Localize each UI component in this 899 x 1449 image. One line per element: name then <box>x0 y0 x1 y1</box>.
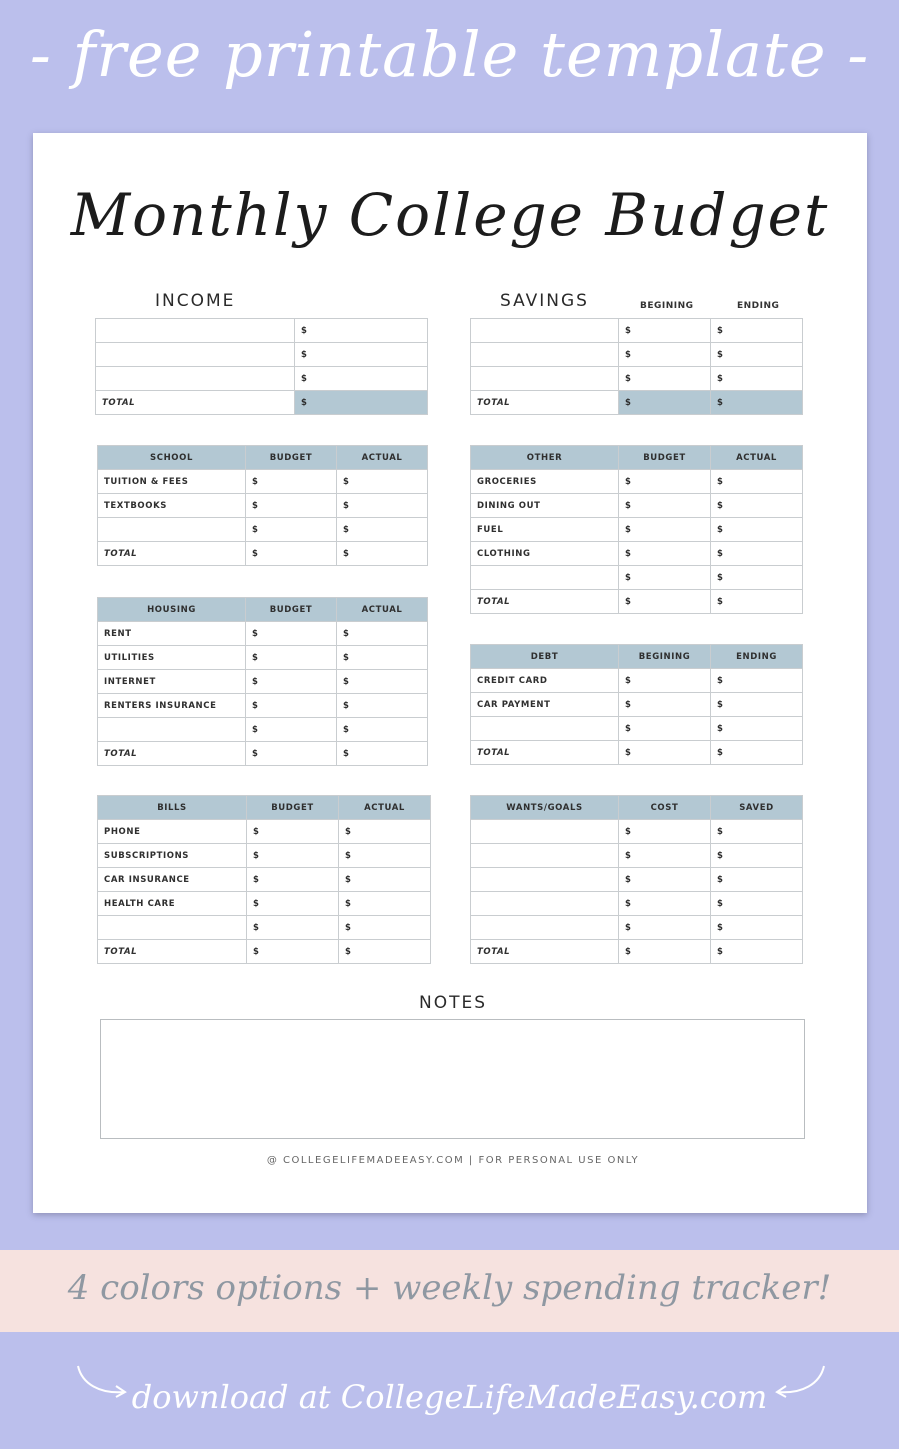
actual-cell[interactable]: $ <box>339 868 431 892</box>
budget-cell[interactable]: $ <box>246 470 337 494</box>
debt-table <box>470 644 803 765</box>
budget-cell[interactable]: $ <box>246 494 337 518</box>
table-row <box>96 367 428 391</box>
budget-cell[interactable]: $ <box>619 566 711 590</box>
total-label: TOTAL <box>471 741 619 765</box>
cost-cell[interactable]: $ <box>619 892 711 916</box>
table-row <box>471 868 803 892</box>
total-label: TOTAL <box>98 742 246 766</box>
ending-cell[interactable]: $ <box>711 741 803 765</box>
sheet-title: Monthly College Budget <box>70 181 830 249</box>
budget-header: BUDGET <box>246 598 337 622</box>
table-row <box>471 518 803 542</box>
budget-cell[interactable]: $ <box>246 542 337 566</box>
table-row <box>96 343 428 367</box>
budget-cell[interactable]: $ <box>247 868 339 892</box>
other-header: OTHER <box>471 446 619 470</box>
row-label: CLOTHING <box>471 542 619 566</box>
bills-header: BILLS <box>98 796 247 820</box>
table-header-row <box>98 446 428 470</box>
table-row <box>98 518 428 542</box>
wants-goals-header: WANTS/GOALS <box>471 796 619 820</box>
row-label: CAR PAYMENT <box>471 693 619 717</box>
school-header: SCHOOL <box>98 446 246 470</box>
table-row <box>98 820 431 844</box>
row-label: GROCERIES <box>471 470 619 494</box>
budget-cell[interactable]: $ <box>619 542 711 566</box>
savings-begin-cell[interactable]: $ <box>619 367 711 391</box>
row-label: RENT <box>98 622 246 646</box>
income-total-amount[interactable]: $ <box>295 391 428 415</box>
download-text[interactable]: download at CollegeLifeMadeEasy.com <box>131 1378 768 1416</box>
income-table <box>95 318 428 415</box>
table-row <box>98 742 428 766</box>
actual-cell[interactable]: $ <box>711 590 803 614</box>
begining-header: BEGINING <box>619 645 711 669</box>
table-row <box>471 367 803 391</box>
budget-cell[interactable]: $ <box>246 670 337 694</box>
promo-band <box>0 1250 899 1332</box>
actual-cell[interactable]: $ <box>339 916 431 940</box>
debt-header: DEBT <box>471 645 619 669</box>
row-label: DINING OUT <box>471 494 619 518</box>
actual-header: ACTUAL <box>339 796 431 820</box>
table-row <box>96 319 428 343</box>
actual-cell[interactable]: $ <box>711 518 803 542</box>
savings-col-begining: BEGINING <box>640 301 694 311</box>
table-row <box>98 868 431 892</box>
total-label: TOTAL <box>98 940 247 964</box>
savings-col-ending: ENDING <box>737 301 780 311</box>
school-table <box>97 445 428 566</box>
savings-total-end[interactable]: $ <box>711 391 803 415</box>
row-label[interactable] <box>471 868 619 892</box>
actual-cell[interactable]: $ <box>337 622 428 646</box>
savings-end-cell[interactable]: $ <box>711 367 803 391</box>
table-row <box>98 646 428 670</box>
begining-cell[interactable]: $ <box>619 717 711 741</box>
table-row <box>471 741 803 765</box>
cost-cell[interactable]: $ <box>619 844 711 868</box>
budget-cell[interactable]: $ <box>246 694 337 718</box>
budget-cell[interactable]: $ <box>246 622 337 646</box>
cost-header: COST <box>619 796 711 820</box>
cost-cell[interactable]: $ <box>619 868 711 892</box>
row-label: FUEL <box>471 518 619 542</box>
actual-cell[interactable]: $ <box>337 470 428 494</box>
income-amount-cell[interactable]: $ <box>295 319 428 343</box>
notes-heading: NOTES <box>418 993 487 1013</box>
housing-table <box>97 597 428 766</box>
table-row <box>471 892 803 916</box>
budget-cell[interactable]: $ <box>247 844 339 868</box>
table-row <box>471 916 803 940</box>
table-row <box>98 892 431 916</box>
row-label[interactable] <box>471 717 619 741</box>
saved-cell[interactable]: $ <box>711 916 803 940</box>
budget-cell[interactable]: $ <box>619 590 711 614</box>
budget-cell[interactable]: $ <box>246 742 337 766</box>
bills-table <box>97 795 431 964</box>
table-row <box>471 391 803 415</box>
budget-cell[interactable]: $ <box>619 494 711 518</box>
savings-total-begin[interactable]: $ <box>619 391 711 415</box>
total-label: TOTAL <box>98 542 246 566</box>
table-row <box>471 343 803 367</box>
row-label: TUITION & FEES <box>98 470 246 494</box>
budget-cell[interactable]: $ <box>247 892 339 916</box>
actual-cell[interactable]: $ <box>337 742 428 766</box>
table-row <box>98 470 428 494</box>
table-row <box>98 916 431 940</box>
actual-cell[interactable]: $ <box>711 494 803 518</box>
actual-cell[interactable]: $ <box>711 470 803 494</box>
row-label[interactable] <box>471 566 619 590</box>
table-row <box>471 319 803 343</box>
saved-cell[interactable]: $ <box>711 820 803 844</box>
actual-header: ACTUAL <box>337 446 428 470</box>
actual-cell[interactable]: $ <box>339 844 431 868</box>
saved-cell[interactable]: $ <box>711 940 803 964</box>
actual-cell[interactable]: $ <box>337 670 428 694</box>
table-row <box>471 590 803 614</box>
table-row <box>471 940 803 964</box>
row-label: HEALTH CARE <box>98 892 247 916</box>
table-row <box>98 542 428 566</box>
begining-cell[interactable]: $ <box>619 741 711 765</box>
budget-cell[interactable]: $ <box>619 470 711 494</box>
budget-header: BUDGET <box>247 796 339 820</box>
income-label-cell[interactable] <box>96 367 295 391</box>
budget-sheet <box>33 133 867 1213</box>
saved-cell[interactable]: $ <box>711 892 803 916</box>
savings-label-cell[interactable] <box>471 319 619 343</box>
income-label-cell[interactable] <box>96 343 295 367</box>
row-label: PHONE <box>98 820 247 844</box>
income-amount-cell[interactable]: $ <box>295 367 428 391</box>
actual-header: ACTUAL <box>711 446 803 470</box>
table-header-row <box>471 446 803 470</box>
cost-cell[interactable]: $ <box>619 820 711 844</box>
budget-cell[interactable]: $ <box>246 646 337 670</box>
actual-header: ACTUAL <box>337 598 428 622</box>
table-row <box>471 844 803 868</box>
ending-cell[interactable]: $ <box>711 693 803 717</box>
table-row <box>98 940 431 964</box>
budget-header: BUDGET <box>619 446 711 470</box>
savings-label-cell[interactable] <box>471 367 619 391</box>
total-label: TOTAL <box>471 940 619 964</box>
savings-label-cell[interactable] <box>471 343 619 367</box>
begining-cell[interactable]: $ <box>619 693 711 717</box>
actual-cell[interactable]: $ <box>337 646 428 670</box>
actual-cell[interactable]: $ <box>711 566 803 590</box>
budget-header: BUDGET <box>246 446 337 470</box>
header-title: - free printable template - <box>29 18 870 91</box>
table-row <box>96 391 428 415</box>
row-label: INTERNET <box>98 670 246 694</box>
cost-cell[interactable]: $ <box>619 940 711 964</box>
sheet-footer: @ COLLEGELIFEMADEEASY.COM | FOR PERSONAL USE ONLY <box>266 1155 640 1166</box>
table-row <box>98 670 428 694</box>
budget-cell[interactable]: $ <box>247 820 339 844</box>
row-label: SUBSCRIPTIONS <box>98 844 247 868</box>
table-header-row <box>471 796 803 820</box>
table-row <box>98 494 428 518</box>
row-label: CREDIT CARD <box>471 669 619 693</box>
table-row <box>471 693 803 717</box>
row-label[interactable] <box>471 844 619 868</box>
row-label: CAR INSURANCE <box>98 868 247 892</box>
total-label: TOTAL <box>471 590 619 614</box>
budget-cell[interactable]: $ <box>247 916 339 940</box>
income-heading: INCOME <box>155 291 236 311</box>
table-row <box>98 622 428 646</box>
budget-cell[interactable]: $ <box>619 518 711 542</box>
savings-end-cell[interactable]: $ <box>711 343 803 367</box>
table-header-row <box>471 645 803 669</box>
table-row <box>98 718 428 742</box>
row-label[interactable] <box>98 916 247 940</box>
row-label[interactable] <box>98 718 246 742</box>
actual-cell[interactable]: $ <box>337 518 428 542</box>
table-row <box>471 669 803 693</box>
row-label: RENTERS INSURANCE <box>98 694 246 718</box>
table-row <box>98 844 431 868</box>
begining-cell[interactable]: $ <box>619 669 711 693</box>
row-label: UTILITIES <box>98 646 246 670</box>
actual-cell[interactable]: $ <box>337 718 428 742</box>
actual-cell[interactable]: $ <box>337 494 428 518</box>
table-row <box>471 494 803 518</box>
table-header-row <box>98 796 431 820</box>
notes-box[interactable] <box>100 1019 805 1139</box>
housing-header: HOUSING <box>98 598 246 622</box>
table-row <box>471 717 803 741</box>
cost-cell[interactable]: $ <box>619 916 711 940</box>
other-table <box>470 445 803 614</box>
row-label[interactable] <box>471 820 619 844</box>
ending-cell[interactable]: $ <box>711 669 803 693</box>
savings-table <box>470 318 803 415</box>
table-row <box>471 470 803 494</box>
curved-arrow-left-icon <box>770 1362 830 1402</box>
savings-heading: SAVINGS <box>500 291 589 311</box>
income-label-cell[interactable] <box>96 319 295 343</box>
table-header-row <box>98 598 428 622</box>
budget-cell[interactable]: $ <box>246 718 337 742</box>
saved-header: SAVED <box>711 796 803 820</box>
table-row <box>98 694 428 718</box>
actual-cell[interactable]: $ <box>339 940 431 964</box>
actual-cell[interactable]: $ <box>711 542 803 566</box>
table-row <box>471 820 803 844</box>
saved-cell[interactable]: $ <box>711 868 803 892</box>
actual-cell[interactable]: $ <box>339 892 431 916</box>
savings-total-label: TOTAL <box>471 391 619 415</box>
wants-goals-table <box>470 795 803 964</box>
budget-cell[interactable]: $ <box>246 518 337 542</box>
income-amount-cell[interactable]: $ <box>295 343 428 367</box>
row-label[interactable] <box>98 518 246 542</box>
ending-cell[interactable]: $ <box>711 717 803 741</box>
row-label[interactable] <box>471 892 619 916</box>
savings-end-cell[interactable]: $ <box>711 319 803 343</box>
saved-cell[interactable]: $ <box>711 844 803 868</box>
actual-cell[interactable]: $ <box>337 694 428 718</box>
ending-header: ENDING <box>711 645 803 669</box>
table-row <box>471 566 803 590</box>
budget-cell[interactable]: $ <box>247 940 339 964</box>
savings-begin-cell[interactable]: $ <box>619 319 711 343</box>
row-label[interactable] <box>471 916 619 940</box>
row-label: TEXTBOOKS <box>98 494 246 518</box>
savings-begin-cell[interactable]: $ <box>619 343 711 367</box>
promo-band-text: 4 colors options + weekly spending tracker! <box>67 1268 832 1308</box>
actual-cell[interactable]: $ <box>337 542 428 566</box>
actual-cell[interactable]: $ <box>339 820 431 844</box>
table-row <box>471 542 803 566</box>
income-total-label: TOTAL <box>96 391 295 415</box>
